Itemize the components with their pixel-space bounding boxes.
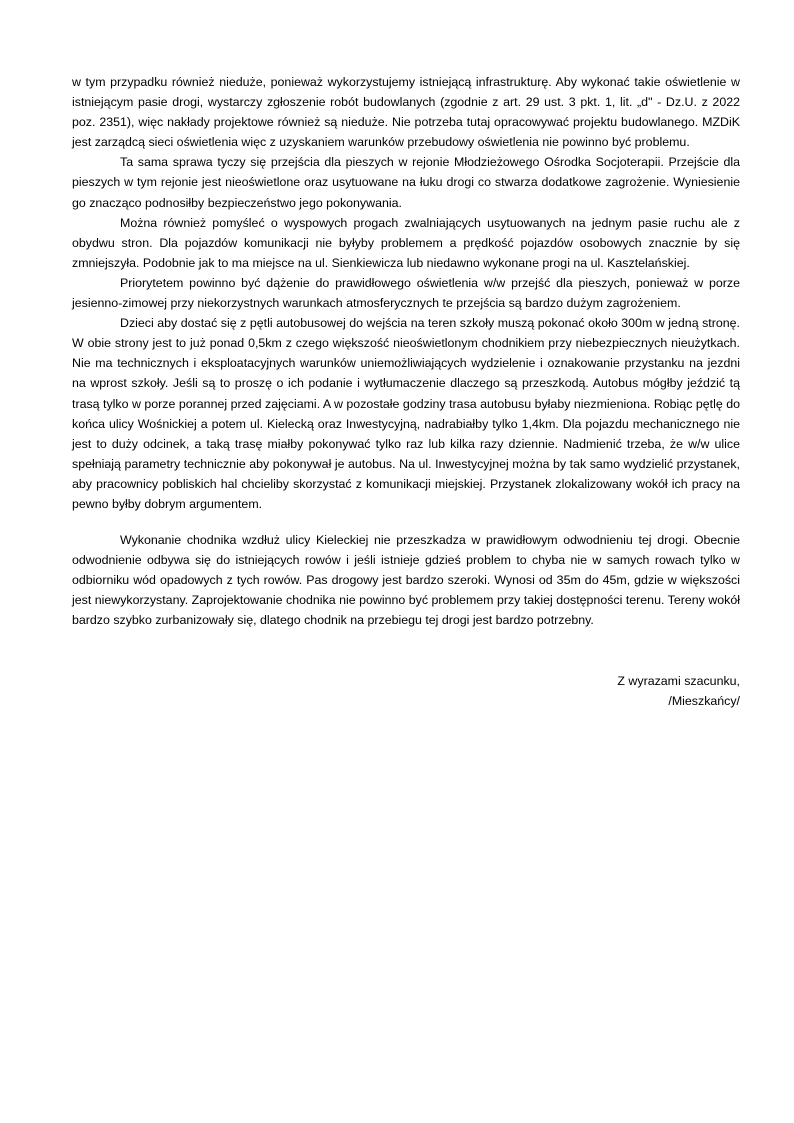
signature-author: /Mieszkańcy/ <box>668 693 740 708</box>
paragraph-1: w tym przypadku również nieduże, ponieważ wykorzystujemy istniejącą infrastrukturę. Aby wykonać takie oświetlenie w istniejącym pasie drogi, wystarczy zgłoszenie robót budowlanych (zgodnie z art. 29 ust. 3 pkt. 1, lit. „d" - Dz.U. z 2022 poz. 2351), więc nakłady projektowe również są nieduże. Nie potrzeba tutaj opracowywać projektu budowlanego. MZDiK jest zarządcą sieci oświetlenia więc z uzyskaniem warunków przebudowy oświetlenia nie powinno być problemu. <box>72 75 740 150</box>
paragraph-3: Można również pomyśleć o wyspowych progach zwalniających usytuowanych na jednym pasie ruchu ale z obydwu stron. Dla pojazdów komunikacji nie byłyby problemem a prędkość pojazdów osobowych znacznie by się zmniejszyła. Podobnie jak to ma miejsce na ul. Sienkiewicza lub niedawno wykonane progi na ul. Kasztelańskiej. <box>72 215 740 270</box>
paragraph-6: Wykonanie chodnika wzdłuż ulicy Kieleckiej nie przeszkadza w prawidłowym odwodnieniu tej drogi. Obecnie odwodnienie odbywa się do istniejących rowów i jeśli istnieje gdzieś problem to chyba nie w samych rowach tylko w odbiorniku wód opadowych z tych rowów. Pas drogowy jest bardzo szeroki. Wynosi od 35m do 45m, gdzie w większości jest niewykorzystany. Zaprojektowanie chodnika nie powinno być problemem przy takiej dostępności terenu. Tereny wokół bardzo szybko zurbanizowały się, dlatego chodnik na przebiegu tej drogi jest bardzo potrzebny. <box>72 533 740 628</box>
paragraph-spacer <box>72 514 740 530</box>
signature-closing: Z wyrazami szacunku, <box>617 673 740 688</box>
signature-block <box>72 671 740 711</box>
paragraph-4: Priorytetem powinno być dążenie do prawidłowego oświetlenia w/w przejść dla pieszych, ponieważ w porze jesienno-zimowej przy niekorzystnych warunkach atmosferycznych te przejścia są bardzo dużym zagrożeniem. <box>72 275 740 311</box>
paragraph-5: Dzieci aby dostać się z pętli autobusowej do wejścia na teren szkoły muszą pokonać około 300m w jedną stronę. W obie strony jest to już ponad 0,5km z czego większość nieoświetlonym chodnikiem przy niebezpiecznych nieużytkach. Nie ma technicznych i eksploatacyjnych warunków uniemożliwiających wydzielenie i oznakowanie przystanku na jezdni na wprost szkoły. Jeśli są to proszę o ich podanie i wytłumaczenie dlaczego są przeszkodą. Autobus mógłby jeździć tą trasą tylko w porze porannej przed zajęciami. A w pozostałe godziny trasa autobusu byłaby niezmieniona. Robiąc pętlę do końca ulicy Wośnickiej a potem ul. Kielecką oraz Inwestycyjną, nadrabiałby tylko 1,4km. Dla pojazdu mechanicznego nie jest to duży odcinek, a taką trasę miałby pokonywać tylko raz lub kilka razy dziennie. Nadmienić trzeba, że w/w ulice spełniają parametry technicznie aby pokonywał je autobus. Na ul. Inwestycyjnej można by tak samo wydzielić przystanek, aby pracownicy pobliskich hal chcieliby skorzystać z komunikacji miejskiej. Przystanek zlokalizowany wokół ich pracy na pewno byłby dobrym argumentem. <box>72 316 740 511</box>
document-body <box>72 72 740 631</box>
paragraph-2: Ta sama sprawa tyczy się przejścia dla pieszych w rejonie Młodzieżowego Ośrodka Socjoterapii. Przejście dla pieszych w tym rejonie jest nieoświetlone oraz usytuowane na łuku drogi co stwarza dodatkowe zagrożenie. Wyniesienie go znacząco podnosiłby bezpieczeństwo jego pokonywania. <box>72 155 740 210</box>
